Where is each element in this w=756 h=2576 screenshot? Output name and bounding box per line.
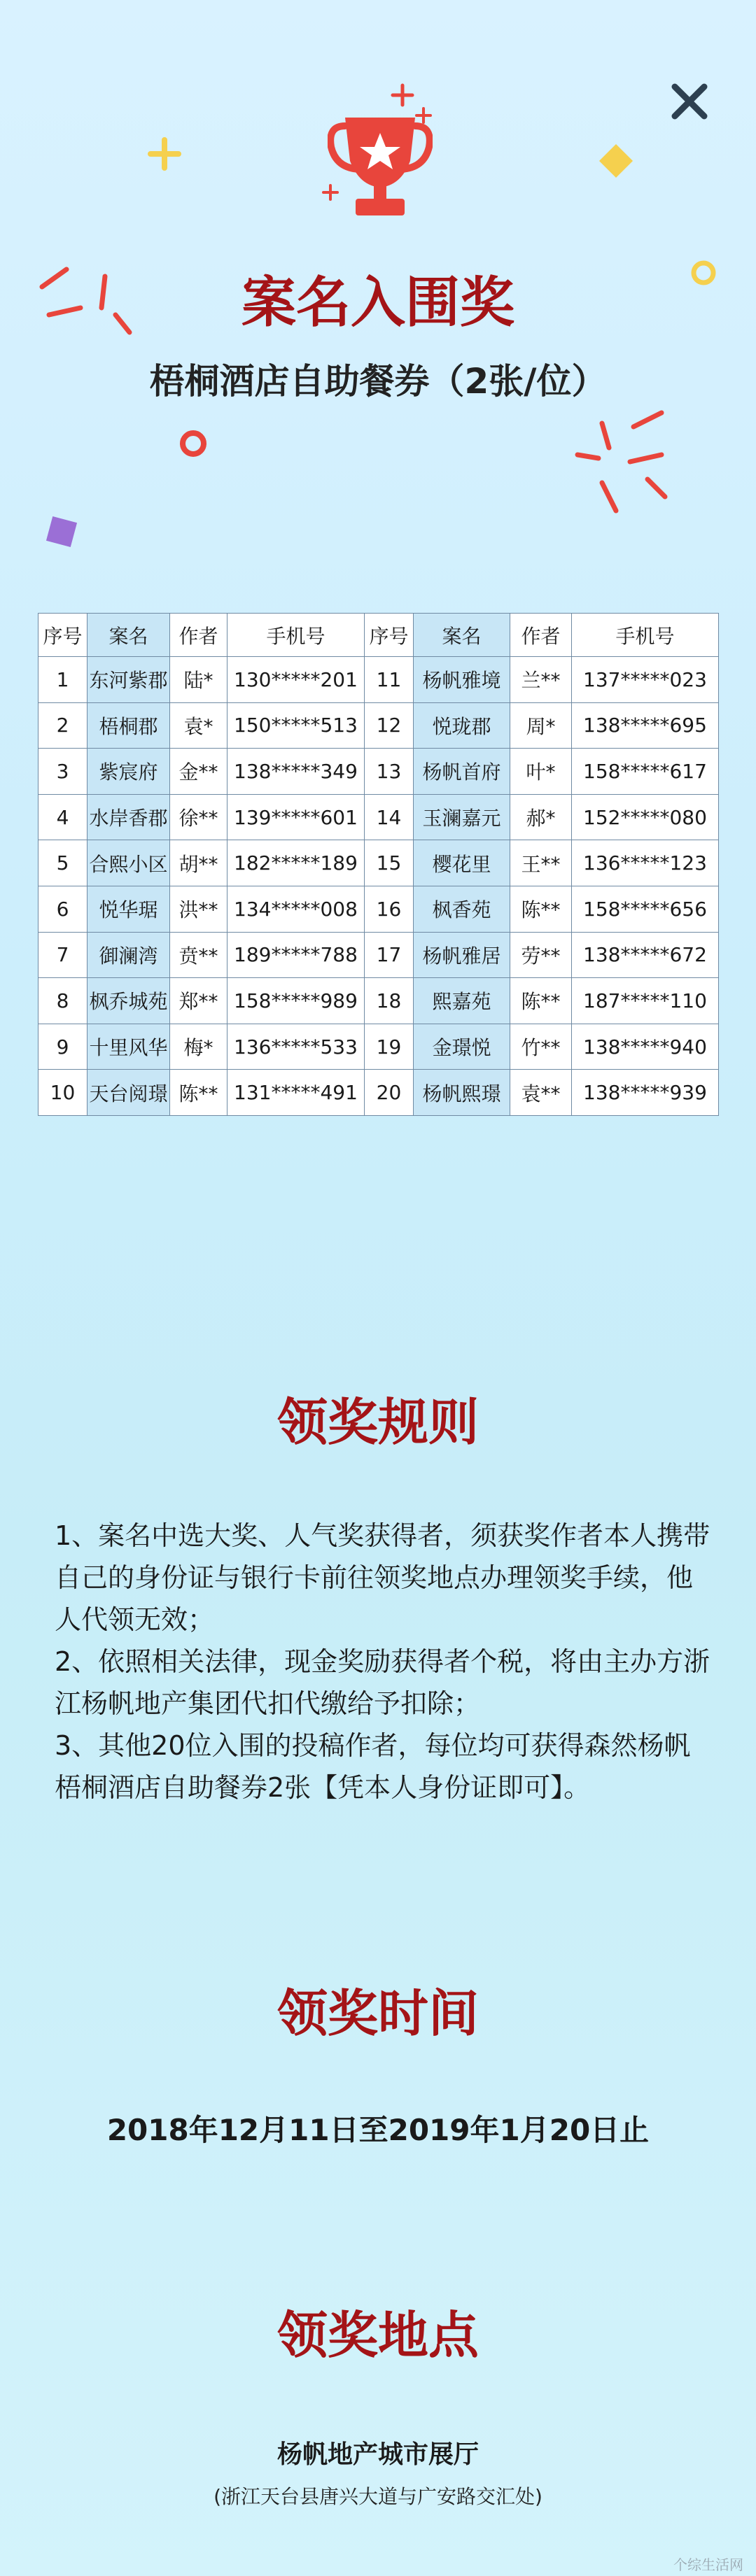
cell-name: 天台阅璟 [88,1070,170,1116]
cell-index: 11 [365,657,414,703]
cell-phone: 182*****189 [227,840,365,886]
location-title: 领奖地点 [276,2306,479,2365]
cell-index: 18 [365,978,414,1024]
table-header-row [38,614,719,657]
cell-index: 12 [365,702,414,749]
cell-name: 杨帆熙璟 [414,1070,510,1116]
cell-index: 2 [38,702,88,749]
sparkle-icon [599,144,633,178]
cell-author: 梅* [170,1024,227,1070]
cell-index: 7 [38,932,88,978]
cell-phone: 138*****940 [572,1024,719,1070]
cell-index: 16 [365,886,414,932]
cell-author: 陈** [510,886,572,932]
cell-index: 9 [38,1024,88,1070]
cell-name: 枫香苑 [414,886,510,932]
cell-name: 合熙小区 [88,840,170,886]
rule-item: 3、其他20位入围的投稿作者，每位均可获得森然杨帆梧桐酒店自助餐券2张【凭本人身份证即可】。 [55,1730,691,1803]
cell-phone: 187*****110 [572,978,719,1024]
page-subtitle: 梧桐酒店自助餐券（2张/位） [149,361,607,402]
table-row [38,657,719,703]
col-header-phone: 手机号 [227,614,365,657]
cell-name: 悦华琚 [88,886,170,932]
cell-author: 金** [170,749,227,795]
cell-name: 梧桐郡 [88,702,170,749]
cell-phone: 150*****513 [227,702,365,749]
cell-name: 枫乔城苑 [88,978,170,1024]
table-row [38,1070,719,1116]
table-row [38,932,719,978]
rule-item: 1、案名中选大奖、人气奖获得者，须获奖作者本人携带自己的身份证与银行卡前往领奖地点办理领奖手续，他人代领无效； [55,1520,710,1635]
cell-phone: 137*****023 [572,657,719,703]
cell-author: 袁** [510,1070,572,1116]
cell-name: 玉澜嘉元 [414,794,510,840]
winners-table [38,613,719,1116]
cell-name: 樱花里 [414,840,510,886]
cell-index: 19 [365,1024,414,1070]
table-row [38,794,719,840]
trophy-icon [328,112,433,224]
cell-index: 20 [365,1070,414,1116]
cell-author: 胡** [170,840,227,886]
cell-phone: 138*****672 [572,932,719,978]
cell-author: 陆* [170,657,227,703]
cell-author: 王** [510,840,572,886]
cell-index: 14 [365,794,414,840]
cell-phone: 130*****201 [227,657,365,703]
sparkle-icon [150,140,178,168]
cell-author: 周* [510,702,572,749]
cell-name: 御澜湾 [88,932,170,978]
cell-phone: 136*****533 [227,1024,365,1070]
cell-phone: 152*****080 [572,794,719,840]
cell-phone: 138*****939 [572,1070,719,1116]
venue-address: (浙江天台县唐兴大道与广安路交汇处) [214,2485,542,2508]
rules-title: 领奖规则 [276,1393,479,1452]
table-row [38,749,719,795]
col-header-name: 案名 [414,614,510,657]
cell-name: 水岸香郡 [88,794,170,840]
cell-phone: 131*****491 [227,1070,365,1116]
table-row [38,1024,719,1070]
venue-name: 杨帆地产城市展厅 [276,2440,479,2469]
cell-index: 10 [38,1070,88,1116]
cell-phone: 136*****123 [572,840,719,886]
col-header-phone: 手机号 [572,614,719,657]
col-header-author: 作者 [510,614,572,657]
cell-index: 4 [38,794,88,840]
cell-author: 叶* [510,749,572,795]
cell-index: 6 [38,886,88,932]
table-row [38,840,719,886]
cell-phone: 158*****617 [572,749,719,795]
cell-phone: 158*****989 [227,978,365,1024]
rules-list [55,1515,713,1809]
cell-author: 洪** [170,886,227,932]
col-header-name: 案名 [88,614,170,657]
table-row [38,702,719,749]
cell-author: 郑** [170,978,227,1024]
cell-phone: 134*****008 [227,886,365,932]
cell-author: 徐** [170,794,227,840]
cell-name: 十里风华 [88,1024,170,1070]
firework-icon [578,413,665,511]
cell-author: 竹** [510,1024,572,1070]
watermark: 个综生活网 [673,2556,743,2573]
cell-phone: 158*****656 [572,886,719,932]
cell-author: 劳** [510,932,572,978]
page-title: 案名入围奖 [241,271,514,334]
cell-author: 郝* [510,794,572,840]
cell-name: 杨帆雅居 [414,932,510,978]
rule-item: 2、依照相关法律，现金奖励获得者个税，将由主办方浙江杨帆地产集团代扣代缴给予扣除； [55,1646,710,1719]
table-row [38,978,719,1024]
cell-author: 贲** [170,932,227,978]
cell-phone: 139*****601 [227,794,365,840]
cell-author: 袁* [170,702,227,749]
cell-name: 金璟悦 [414,1024,510,1070]
cell-name: 杨帆首府 [414,749,510,795]
cell-name: 东河紫郡 [88,657,170,703]
col-header-index: 序号 [38,614,88,657]
col-header-author: 作者 [170,614,227,657]
cell-author: 兰** [510,657,572,703]
cell-name: 悦珑郡 [414,702,510,749]
cell-index: 8 [38,978,88,1024]
cell-phone: 138*****695 [572,702,719,749]
cell-author: 陈** [510,978,572,1024]
cell-name: 熙嘉苑 [414,978,510,1024]
cell-index: 15 [365,840,414,886]
cell-index: 13 [365,749,414,795]
cell-index: 1 [38,657,88,703]
table-row [38,886,719,932]
cell-name: 杨帆雅境 [414,657,510,703]
col-header-index: 序号 [365,614,414,657]
cell-name: 紫宸府 [88,749,170,795]
cell-author: 陈** [170,1070,227,1116]
cell-index: 3 [38,749,88,795]
sparkle-icon [183,433,204,454]
cell-phone: 189*****788 [227,932,365,978]
cell-index: 17 [365,932,414,978]
time-text: 2018年12月11日至2019年1月20日止 [106,2113,650,2147]
sparkle-icon [46,516,77,547]
cell-index: 5 [38,840,88,886]
cell-phone: 138*****349 [227,749,365,795]
time-title: 领奖时间 [276,1984,479,2043]
